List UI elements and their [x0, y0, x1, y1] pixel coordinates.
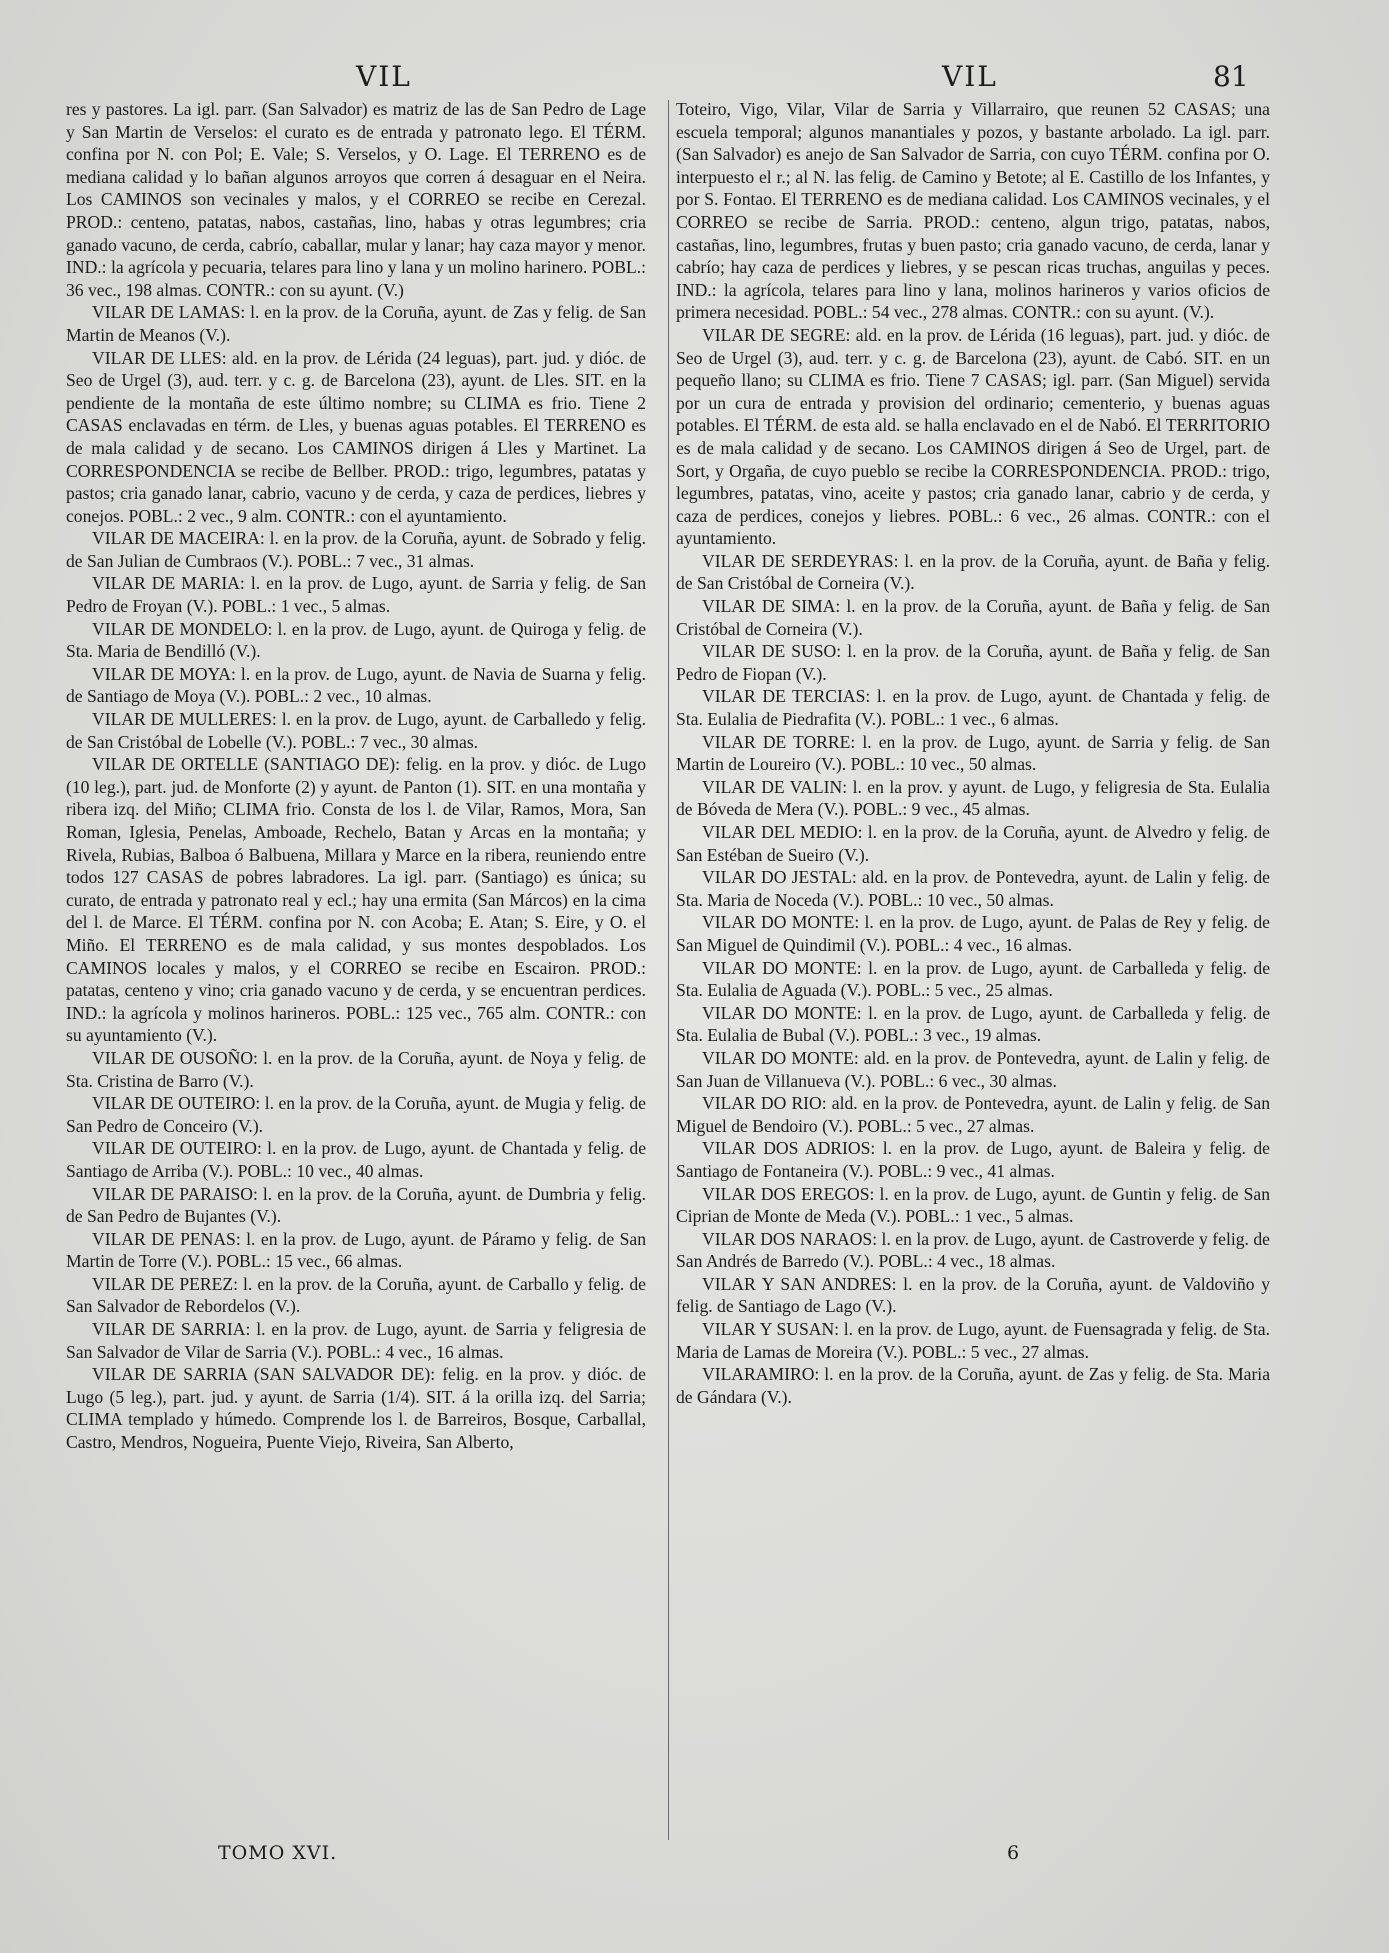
- dictionary-entry: res y pastores. La igl. parr. (San Salvador) es matriz de las de San Pedro de Lage y San Martin de Verselos: el curato es de entrada y patronato lego. El TÉRM. confina por N. con Pol; E. Vale; S. Verselos, y O. Lage. El TERRENO es de mediana calidad y lo bañan algunos arroyos que corren á desaguar en el Neira. Los CAMINOS son vecinales y malos, y el CORREO se recibe en Cerezal. PROD.: centeno, patatas, nabos, castañas, lino, habas y otras legumbres; cria ganado vacuno, de cerda, cabrío, caballar, mular y lanar; hay caza mayor y menor. IND.: la agrícola y pecuaria, telares para lino y lana y un molino harinero. POBL.: 36 vec., 198 almas. CONTR.: con su ayunt. (V.): [66, 99, 646, 300]
- dictionary-entry: VILAR DE OUTEIRO: l. en la prov. de Lugo, ayunt. de Chantada y felig. de Santiago de Arriba (V.). POBL.: 10 vec., 40 almas.: [66, 1138, 646, 1181]
- dictionary-entry: VILAR DEL MEDIO: l. en la prov. de la Coruña, ayunt. de Alvedro y felig. de San Estéban de Sueiro (V.).: [676, 822, 1270, 865]
- dictionary-entry: VILAR DE SUSO: l. en la prov. de la Coruña, ayunt. de Baña y felig. de San Pedro de Fiopan (V.).: [676, 641, 1270, 684]
- dictionary-entry: VILAR DO JESTAL: ald. en la prov. de Pontevedra, ayunt. de Lalin y felig. de Sta. Maria de Noceda (V.). POBL.: 10 vec., 50 almas.: [676, 867, 1270, 910]
- dictionary-entry: VILAR DE OUTEIRO: l. en la prov. de la Coruña, ayunt. de Mugia y felig. de San Pedro de Conceiro (V.).: [66, 1093, 646, 1136]
- dictionary-entry: VILAR DO RIO: ald. en la prov. de Pontevedra, ayunt. de Lalin y felig. de San Miguel de Bendoiro (V.). POBL.: 5 vec., 27 almas.: [676, 1093, 1270, 1136]
- column-divider: [668, 100, 669, 1840]
- dictionary-entry: VILAR DE SERDEYRAS: l. en la prov. de la Coruña, ayunt. de Baña y felig. de San Cristóbal de Corneira (V.).: [676, 550, 1270, 594]
- dictionary-entry: VILAR DE MOYA: l. en la prov. de Lugo, ayunt. de Navia de Suarna y felig. de Santiago de Moya (V.). POBL.: 2 vec., 10 almas.: [66, 663, 646, 707]
- dictionary-entry: VILAR Y SAN ANDRES: l. en la prov. de la Coruña, ayunt. de Valdoviño y felig. de Santiago de Lago (V.).: [676, 1273, 1270, 1317]
- page-footer: [0, 1842, 1389, 1872]
- right-column: [676, 98, 1270, 1408]
- dictionary-entry: VILAR DOS EREGOS: l. en la prov. de Lugo, ayunt. de Guntin y felig. de San Ciprian de Monte de Meda (V.). POBL.: 1 vec., 5 almas.: [676, 1183, 1270, 1227]
- dictionary-entry: VILAR DE TERCIAS: l. en la prov. de Lugo, ayunt. de Chantada y felig. de Sta. Eulalia de Piedrafita (V.). POBL.: 1 vec., 6 almas.: [676, 686, 1270, 730]
- dictionary-entry: VILAR DE ORTELLE (SANTIAGO DE): felig. en la prov. y dióc. de Lugo (10 leg.), part. jud. de Monforte (2) y ayunt. de Panton (1). SIT. en una montaña y ribera izq. del Miño; CLIMA frio. Consta de los l. de Vilar, Ramos, Mora, San Roman, Iglesia, Penelas, Amboade, Rechelo, Batan y Arcas en la montaña; y Rivela, Rubias, Balboa ó Balbuena, Millara y Marce en la ribera, reuniendo entre todos 127 CASAS de pobres labradores. La igl. parr. (Santiago) es única; su curato, de entrada y patronato real y ecl.; hay una ermita (San Márcos) en la cima del l. de Marce. El TÉRM. confina por N. con Acoba; E. Atan; S. Eire, y O. el Miño. El TERRENO es de mala calidad, y sus montes despoblados. Los CAMINOS locales y malos, y el CORREO se recibe en Escairon. PROD.: patatas, centeno y vino; cria ganado vacuno y de cerda, y se encuentran perdices. IND.: la agrícola y molinos harineros. POBL.: 125 vec., 765 alm. CONTR.: con su ayuntamiento (V.).: [66, 754, 646, 1046]
- signature-mark: 6: [1007, 1842, 1020, 1864]
- header-left-word: VIL: [356, 60, 412, 93]
- dictionary-entry: VILAR Y SUSAN: l. en la prov. de Lugo, ayunt. de Fuensagrada y felig. de Sta. Maria de Lamas de Moreira (V.). POBL.: 5 vec., 27 almas.: [676, 1319, 1270, 1362]
- dictionary-entry: VILAR DE MACEIRA: l. en la prov. de la Coruña, ayunt. de Sobrado y felig. de San Julian de Cumbraos (V.). POBL.: 7 vec., 31 almas.: [66, 528, 646, 571]
- dictionary-entry: VILARAMIRO: l. en la prov. de la Coruña, ayunt. de Zas y felig. de Sta. Maria de Gándara (V.).: [676, 1364, 1270, 1407]
- dictionary-entry: VILAR DO MONTE: ald. en la prov. de Pontevedra, ayunt. de Lalin y felig. de San Juan de Villanueva (V.). POBL.: 6 vec., 30 almas.: [676, 1047, 1270, 1091]
- dictionary-entry: VILAR DOS NARAOS: l. en la prov. de Lugo, ayunt. de Castroverde y felig. de San Andrés de Barredo (V.). POBL.: 4 vec., 18 almas.: [676, 1228, 1270, 1272]
- running-header: [0, 60, 1389, 100]
- page-number: 81: [1213, 60, 1249, 93]
- dictionary-entry: VILAR DO MONTE: l. en la prov. de Lugo, ayunt. de Carballeda y felig. de Sta. Eulalia de Bubal (V.). POBL.: 3 vec., 19 almas.: [676, 1002, 1270, 1046]
- dictionary-entry: VILAR DE PEREZ: l. en la prov. de la Coruña, ayunt. de Carballo y felig. de San Salvador de Rebordelos (V.).: [66, 1273, 646, 1317]
- dictionary-entry: VILAR DE MULLERES: l. en la prov. de Lugo, ayunt. de Carballedo y felig. de San Cristóbal de Lobelle (V.). POBL.: 7 vec., 30 almas.: [66, 709, 646, 752]
- header-right-word: VIL: [942, 60, 998, 93]
- dictionary-entry: VILAR DE PENAS: l. en la prov. de Lugo, ayunt. de Páramo y felig. de San Martin de Torre (V.). POBL.: 15 vec., 66 almas.: [66, 1228, 646, 1272]
- dictionary-entry: VILAR DE SEGRE: ald. en la prov. de Lérida (16 leguas), part. jud. y dióc. de Seo de Urgel (3), aud. terr. y c. g. de Barcelona (23), ayunt. de Cabó. SIT. en un pequeño llano; su CLIMA es frio. Tiene 7 CASAS; igl. parr. (San Miguel) servida por un cura de entrada y provision del ordinario; cementerio, y buenas aguas potables. El TÉRM. de esta ald. se halla enclavado en el de Nabó. El TERRITORIO es de mala calidad y de secano. Los CAMINOS dirigen á Seo de Urgel, part. de Sort, y Orgaña, de cuyo pueblo se recibe la CORRESPONDENCIA. PROD.: trigo, legumbres, patatas, vino, aceite y pastos; cria ganado lanar, cabrio y de cerda, y caza de perdices, conejos y liebres. POBL.: 6 vec., 26 almas. CONTR.: con el ayuntamiento.: [676, 324, 1270, 549]
- dictionary-entry: Toteiro, Vigo, Vilar, Vilar de Sarria y Villarrairo, que reunen 52 CASAS; una escuela temporal; algunos manantiales y pozos, y bastante arbolado. La igl. parr. (San Salvador) es anejo de San Salvador de Sarria, con cuyo TÉRM. confina por O. interpuesto el r.; al N. las felig. de Camino y Betote; al E. Castillo de los Infantes, y por S. Fontao. El TERRENO es de mediana calidad. Los CAMINOS vecinales, y el CORREO se recibe de Sarria. PROD.: centeno, algun trigo, patatas, nabos, castañas, lino, legumbres, frutas y buen pasto; cria ganado vacuno, de cerda, lanar y cabrío; hay caza de perdices y liebres, y se pescan ricas truchas, anguilas y peces. IND.: la agrícola, telares para lino y lana, molinos harineros y varios oficios de primera necesidad. POBL.: 54 vec., 278 almas. CONTR.: con su ayunt. (V.).: [676, 99, 1270, 323]
- dictionary-entry: VILAR DO MONTE: l. en la prov. de Lugo, ayunt. de Carballeda y felig. de Sta. Eulalia de Aguada (V.). POBL.: 5 vec., 25 almas.: [676, 957, 1270, 1001]
- dictionary-entry: VILAR DE SARRIA: l. en la prov. de Lugo, ayunt. de Sarria y feligresia de San Salvador de Vilar de Sarria (V.). POBL.: 4 vec., 16 almas.: [66, 1319, 646, 1362]
- dictionary-entry: VILAR DE TORRE: l. en la prov. de Lugo, ayunt. de Sarria y felig. de San Martin de Loureiro (V.). POBL.: 10 vec., 50 almas.: [676, 731, 1270, 775]
- dictionary-entry: VILAR DE LAMAS: l. en la prov. de la Coruña, ayunt. de Zas y felig. de San Martin de Meanos (V.).: [66, 302, 646, 345]
- dictionary-entry: VILAR DE OUSOÑO: l. en la prov. de la Coruña, ayunt. de Noya y felig. de Sta. Cristina de Barro (V.).: [66, 1047, 646, 1091]
- left-column: [66, 98, 646, 1454]
- volume-label: TOMO XVI.: [218, 1842, 338, 1864]
- dictionary-entry: VILAR DE PARAISO: l. en la prov. de la Coruña, ayunt. de Dumbria y felig. de San Pedro de Bujantes (V.).: [66, 1183, 646, 1227]
- dictionary-entry: VILAR DE SIMA: l. en la prov. de la Coruña, ayunt. de Baña y felig. de San Cristóbal de Corneira (V.).: [676, 596, 1270, 639]
- dictionary-entry: VILAR DE MARIA: l. en la prov. de Lugo, ayunt. de Sarria y felig. de San Pedro de Froyan (V.). POBL.: 1 vec., 5 almas.: [66, 573, 646, 617]
- dictionary-entry: VILAR DE LLES: ald. en la prov. de Lérida (24 leguas), part. jud. y dióc. de Seo de Urgel (3), aud. terr. y c. g. de Barcelona (23), ayunt. de Lles. SIT. en la pendiente de la montaña de este último nombre; su CLIMA es frio. Tiene 2 CASAS enclavadas en térm. de Lles, y buenas aguas potables. El TERRENO es de mala calidad y de secano. Los CAMINOS dirigen á Lles y Martinet. La CORRESPONDENCIA se recibe de Bellber. PROD.: trigo, legumbres, patatas y pastos; cria ganado lanar, cabrio, vacuno y de cerda, y caza de perdices, liebres y conejos. POBL.: 2 vec., 9 alm. CONTR.: con el ayuntamiento.: [66, 347, 646, 526]
- dictionary-entry: VILAR DE MONDELO: l. en la prov. de Lugo, ayunt. de Quiroga y felig. de Sta. Maria de Bendilló (V.).: [66, 618, 646, 662]
- dictionary-entry: VILAR DE VALIN: l. en la prov. y ayunt. de Lugo, y feligresia de Sta. Eulalia de Bóveda de Mera (V.). POBL.: 9 vec., 45 almas.: [676, 776, 1270, 820]
- dictionary-entry: VILAR DE SARRIA (SAN SALVADOR DE): felig. en la prov. y dióc. de Lugo (5 leg.), part. jud. y ayunt. de Sarria (1/4). SIT. á la orilla izq. del Sarria; CLIMA templado y húmedo. Comprende los l. de Barreiros, Bosque, Carballal, Castro, Mendros, Nogueira, Puente Viejo, Riveira, San Alberto,: [66, 1364, 646, 1453]
- dictionary-entry: VILAR DOS ADRIOS: l. en la prov. de Lugo, ayunt. de Baleira y felig. de Santiago de Fontaneira (V.). POBL.: 9 vec., 41 almas.: [676, 1138, 1270, 1181]
- dictionary-entry: VILAR DO MONTE: l. en la prov. de Lugo, ayunt. de Palas de Rey y felig. de San Miguel de Quindimil (V.). POBL.: 4 vec., 16 almas.: [676, 912, 1270, 955]
